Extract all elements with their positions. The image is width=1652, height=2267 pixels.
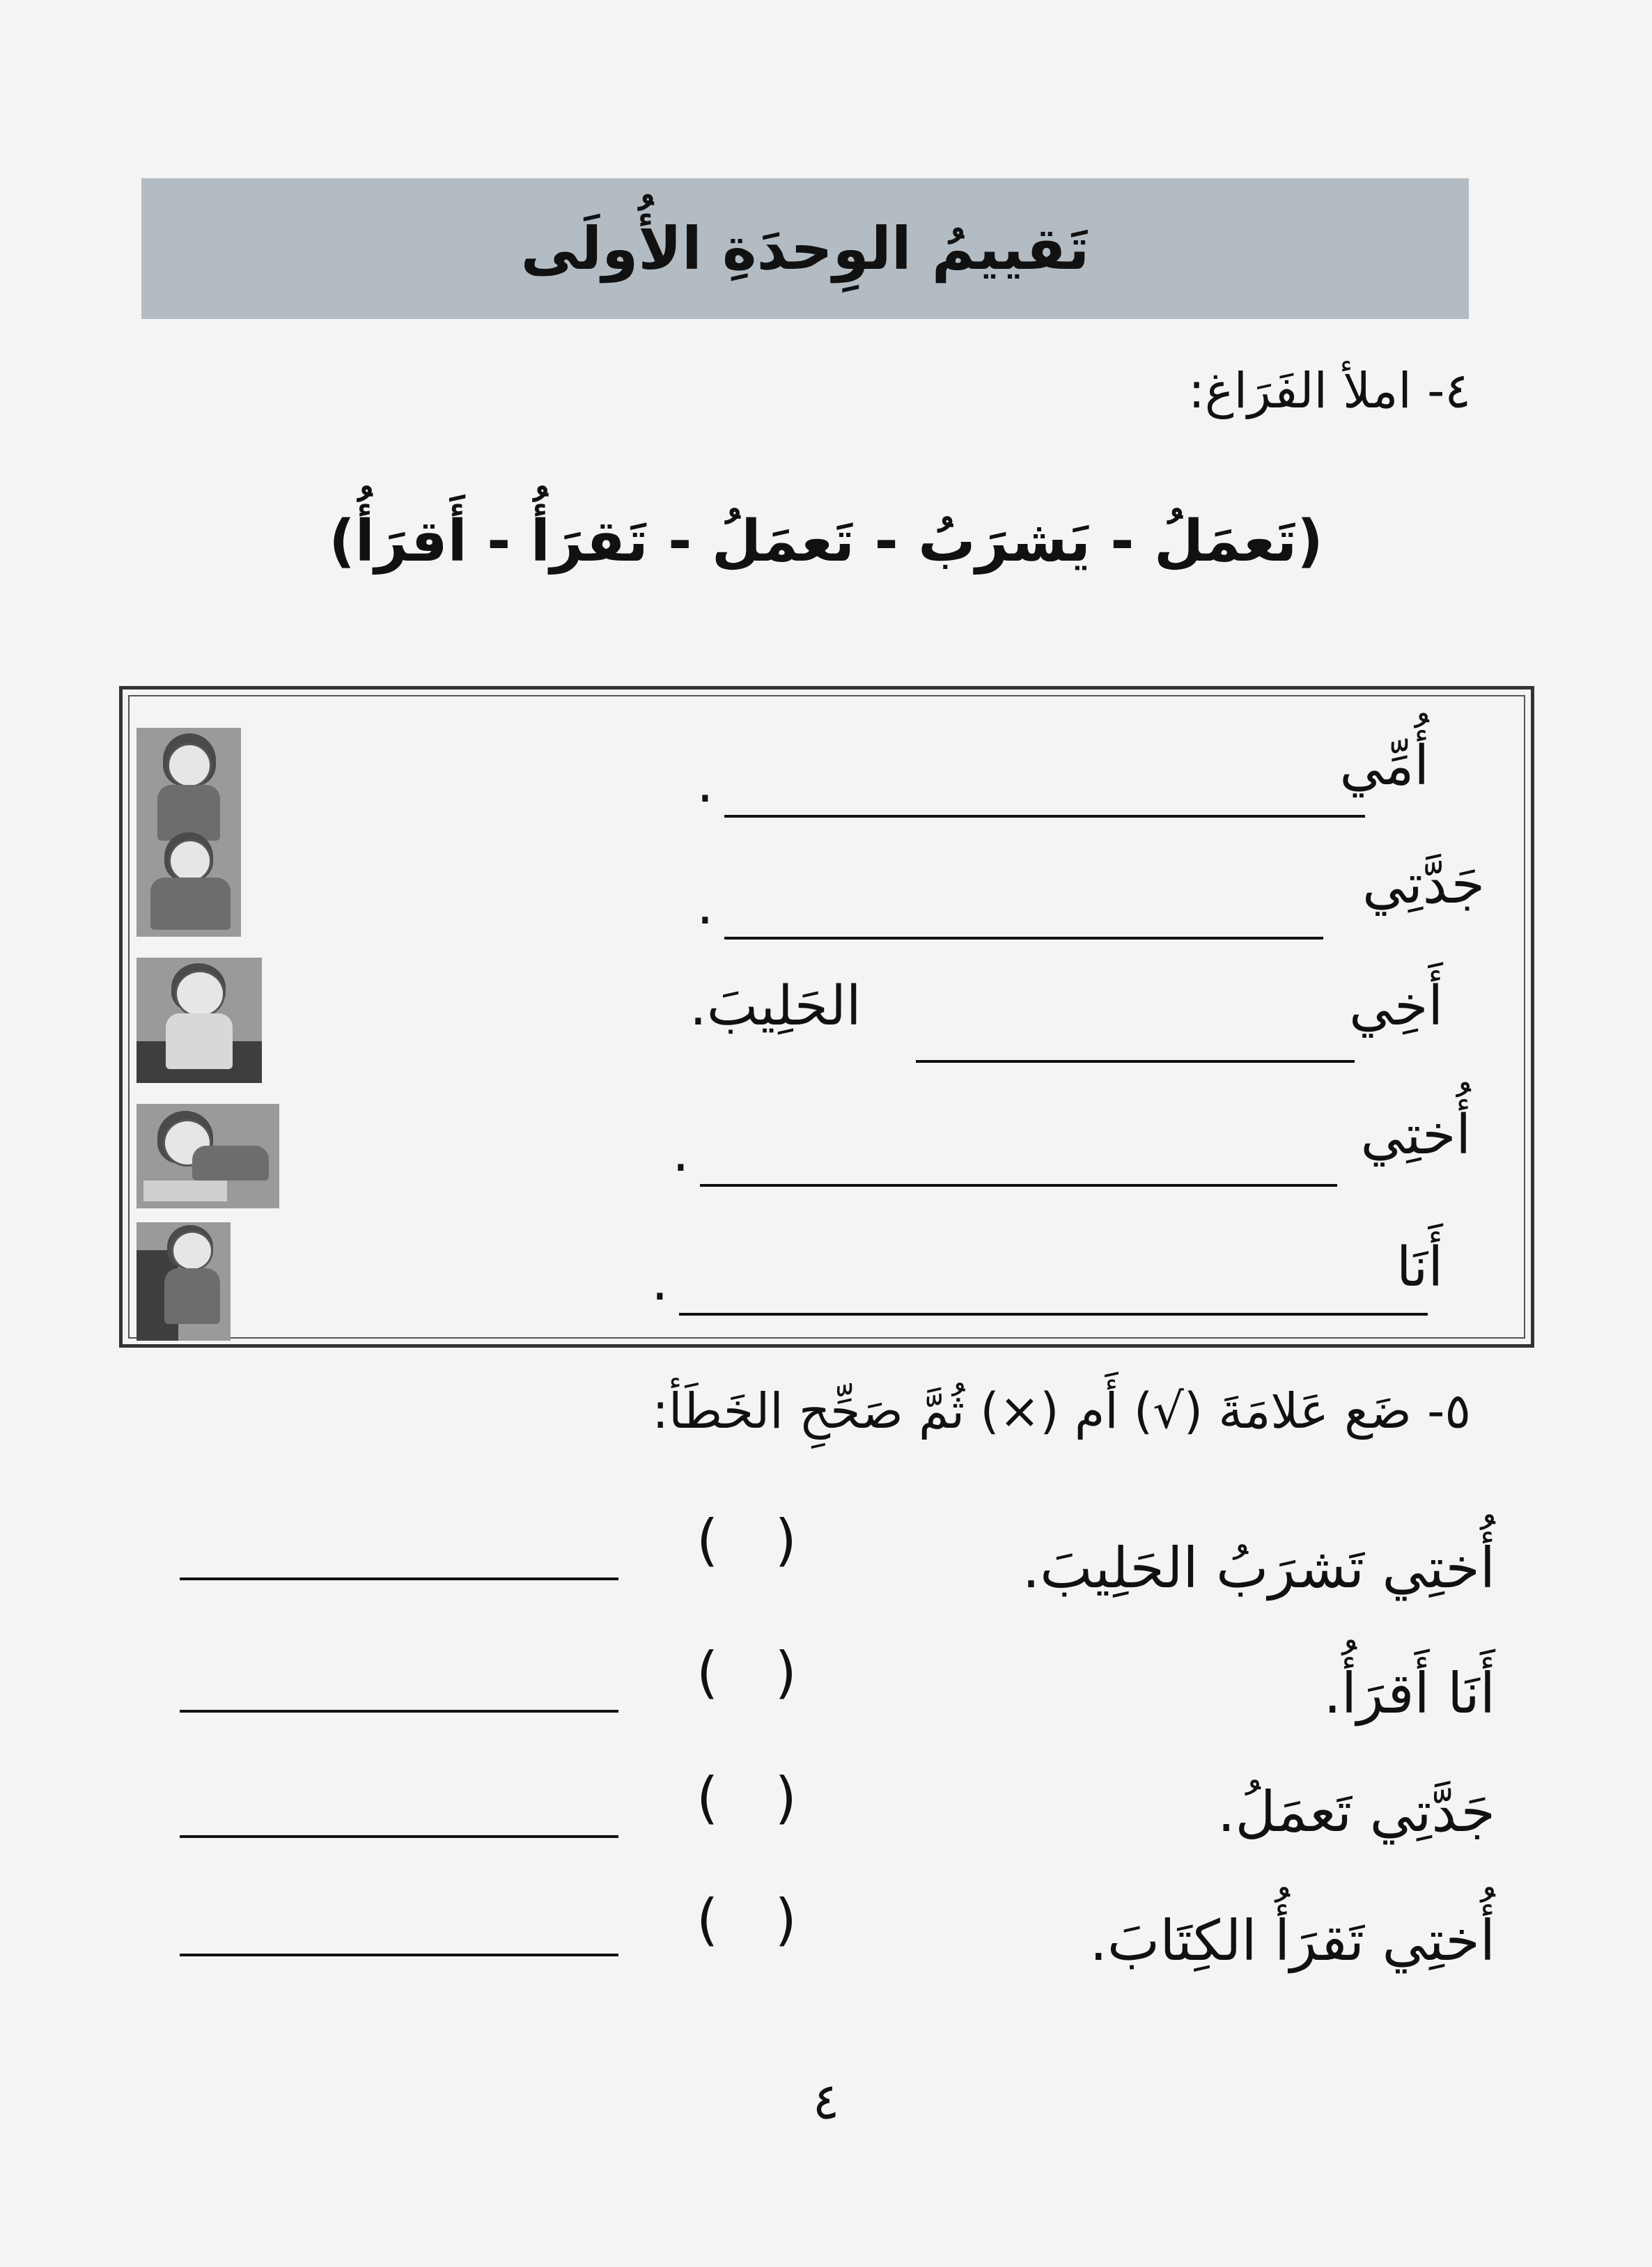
row-subject: جَدَّتِي [1362,853,1485,916]
correction-blank[interactable] [180,1710,618,1713]
question-4-heading: ٤- املأ الفَرَاغ: [1188,362,1471,419]
q5-sentence: أَنَا أَقرَأُ. [1323,1661,1495,1726]
q5-sentence: أُختِي تَشرَبُ الحَلِيبَ. [1022,1536,1495,1600]
page-title: تَقييمُ الوِحدَةِ الأُولَى [520,215,1090,283]
row-end: . [651,1250,669,1313]
title-banner [141,178,1469,319]
brother-drinking-icon [137,958,262,1083]
answer-parens[interactable]: ( ) [696,1887,816,1952]
row-subject: أُمِّي [1339,735,1429,797]
answer-blank[interactable] [679,1313,1428,1316]
row-end: . [696,752,714,815]
mother-knitting-icon [137,728,241,937]
answer-blank[interactable] [916,1060,1355,1063]
answer-blank[interactable] [724,815,1365,818]
row-end: . [689,975,707,1038]
answer-blank[interactable] [724,937,1323,940]
answer-parens[interactable]: ( ) [696,1766,816,1830]
answer-parens[interactable]: ( ) [696,1508,816,1573]
question-5-heading: ٥- ضَع عَلامَةَ (√) أَم (×) ثُمَّ صَحِّحِ الخَطَأ: [652,1382,1471,1440]
q5-sentence: جَدَّتِي تَعمَلُ. [1217,1779,1495,1844]
page-number: ٤ [812,2072,840,2130]
row-subject: أَخِي [1349,975,1443,1038]
row-subject: أَنَا [1396,1236,1443,1299]
correction-blank[interactable] [180,1954,618,1956]
word-bank: (تَعمَلُ - يَشرَبُ - تَعمَلُ - تَقرَأُ - أَقرَأُ) [329,508,1323,575]
row-end: . [696,874,714,937]
row-word-group [689,975,862,1038]
correction-blank[interactable] [180,1835,618,1838]
girl-on-chair-icon [137,1222,231,1341]
q5-sentence: أُختِي تَقرَأُ الكِتَابَ. [1089,1908,1495,1973]
row-end: . [672,1121,689,1184]
row-subject: أُختِي [1360,1104,1471,1167]
answer-parens[interactable]: ( ) [696,1640,816,1705]
answer-blank[interactable] [700,1184,1337,1187]
correction-blank[interactable] [180,1577,618,1580]
row-word: الحَلِيبَ [706,975,862,1038]
sister-reading-icon [137,1104,279,1208]
